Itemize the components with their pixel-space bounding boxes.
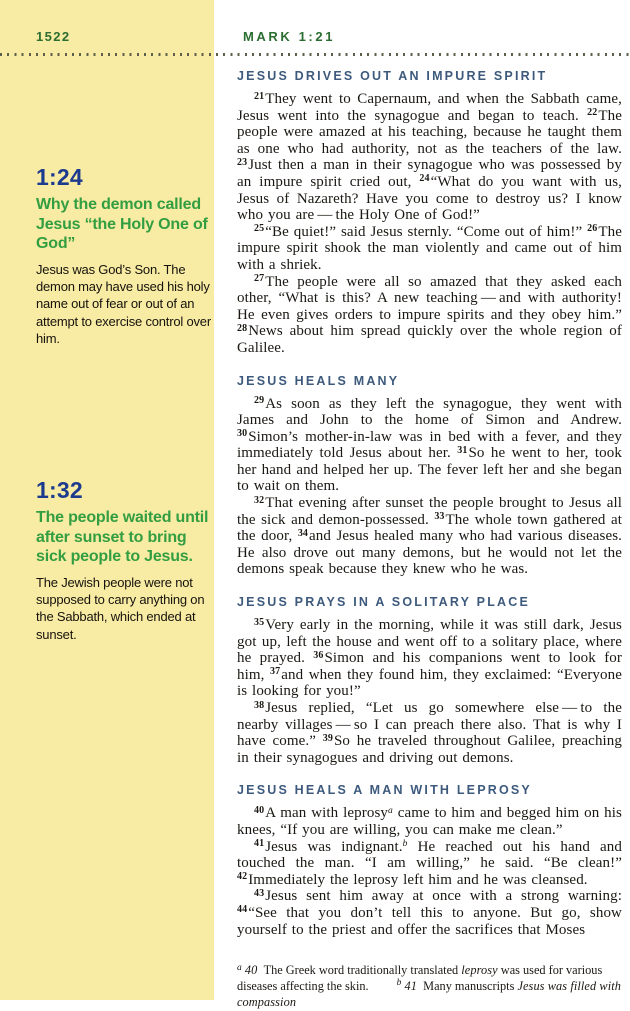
footnote-marker: a	[388, 805, 393, 816]
note-title: Why the demon called Jesus “the Holy One of God”	[36, 196, 208, 253]
verse-number: 29	[254, 395, 265, 406]
study-note	[36, 477, 212, 643]
italic-text: 40	[241, 963, 258, 978]
section-heading: JESUS HEALS MANY	[237, 373, 400, 388]
italic-text: 41	[401, 978, 418, 993]
verse-number: 25	[254, 223, 265, 235]
verse-number: 35	[254, 616, 265, 628]
verse-number: 32	[254, 494, 265, 506]
running-head: MARK 1:21	[243, 29, 336, 44]
verse-number: 31	[457, 444, 468, 456]
verse-number: 27	[254, 273, 265, 285]
verse-number: 40	[254, 804, 265, 816]
verse-paragraph: $^{38}$Jesus replied, “Let us go somewhere else — to the nearby villages — so I can preach there also. That is why I have come.” $^{39}$So he traveled throughout Galilee, preaching in their synagogues and driving out demons.	[237, 699, 623, 766]
note-body: Jesus was God’s Son. The demon may have used his holy name out of fear or out of an attempt to exercise control over him.	[36, 261, 211, 347]
section-heading: JESUS HEALS A MAN WITH LEPROSY	[237, 783, 532, 798]
verse-paragraph: $^{25}$“Be quiet!” said Jesus sternly. “Come out of him!” $^{26}$The impure spirit shook the man violently and came out of him with a shriek.	[237, 223, 622, 273]
verse-number: 41	[254, 838, 265, 850]
note-title: The people waited until after sunset to bring sick people to Jesus.	[36, 509, 209, 566]
verse-number: 38	[254, 699, 265, 711]
verse-number: 22	[587, 107, 598, 119]
verse-number: 21	[254, 90, 265, 102]
verse-paragraph: $^{29}$As soon as they left the synagogue, they went with James and John to the home of Simon and Andrew. $^{30}$Simon’s mother-in-law was in bed with a fever, and they immediately told Jesus about her. $^{31}$So he went to her, took her hand and helped her up. The fever left her and she began to wait on them.	[237, 395, 622, 495]
verse-number: 37	[270, 666, 281, 678]
study-note	[36, 164, 212, 348]
verse-number: 26	[587, 223, 598, 235]
main-column	[237, 69, 622, 1011]
verse-paragraph: $^{21}$They went to Capernaum, and when the Sabbath came, Jesus went into the synagogue and began to teach. $^{22}$The people were amazed at his teaching, because he taught them as one who had authority, not as the teachers of the law. $^{23}$Just then a man in their synagogue who was possessed by an impure spirit cried out, $^{24}$“What do you want with us, Jesus of Nazareth? Have you come to destroy us? I know who you are — the Holy One of God!”	[237, 90, 622, 224]
italic-text: leprosy	[461, 963, 498, 978]
section-heading: JESUS PRAYS IN A SOLITARY PLACE	[237, 595, 531, 610]
verse-number: 28	[237, 322, 248, 334]
verse-number: 34	[297, 527, 309, 539]
verse-number: 39	[322, 732, 333, 744]
verse-paragraph: $^{32}$That evening after sunset the people brought to Jesus all the sick and demon-possessed. $^{33}$The whole town gathered at the door, $^{34}$and Jesus healed many who had various diseases. He also drove out many demons, but he would not let the demons speak because they knew who he was.	[237, 494, 622, 578]
verse-number: 36	[313, 649, 324, 661]
verse-paragraph: $^{40}$A man with leprosy$^a$ came to him and begged him on his knees, “If you are willing, you can make me clean.”	[237, 804, 622, 838]
dotted-separator	[0, 53, 630, 56]
note-verse-ref: 1:24	[36, 164, 83, 190]
footnote-marker: a	[237, 962, 242, 973]
verse-number: 30	[237, 428, 248, 440]
footnote-gap	[369, 989, 397, 990]
footnote-marker: b	[396, 978, 402, 989]
note-verse-ref: 1:32	[36, 477, 83, 503]
verse-paragraph: $^{35}$Very early in the morning, while it was still dark, Jesus got up, left the house and went off to a solitary place, where he prayed. $^{36}$Simon and his companions went to look for him, $^{37}$and when they found him, they exclaimed: “Everyone is looking for you!”	[237, 616, 622, 700]
footnotes-block: $^a$ 40 The Greek word traditionally translated leprosy was used for various diseases affecting the skin. $^b$ 41 Many manuscripts Jesus was filled with compassion	[237, 962, 621, 1009]
verse-number: 33	[434, 511, 445, 523]
verse-number: 23	[237, 156, 248, 168]
verse-number: 43	[254, 887, 265, 899]
italic-text: Jesus was filled with compassion	[237, 978, 621, 1009]
verse-paragraph: $^{41}$Jesus was indignant.$^b$ He reached out his hand and touched the man. “I am willing,” he said. “Be clean!” $^{42}$Immediately the leprosy left him and he was cleansed.	[237, 838, 622, 888]
verse-number: 42	[237, 871, 248, 883]
page-number: 1522	[36, 29, 71, 44]
section-heading: JESUS DRIVES OUT AN IMPURE SPIRIT	[237, 69, 548, 83]
verse-number: 24	[419, 173, 430, 185]
verse-paragraph: $^{43}$Jesus sent him away at once with a strong warning: $^{44}$“See that you don’t tell this to anyone. But go, show yourself to the priest and offer the sacrifices that Moses	[237, 887, 622, 938]
verse-number: 44	[237, 904, 248, 916]
verse-paragraph: $^{27}$The people were all so amazed that they asked each other, “What is this? A new teaching — and with authority! He even gives orders to impure spirits and they obey him.” $^{28}$News about him spread quickly over the whole region of Galilee.	[237, 273, 622, 356]
footnote-marker: b	[402, 839, 408, 850]
note-body: The Jewish people were not supposed to carry anything on the Sabbath, which ended at sunset.	[36, 574, 205, 642]
